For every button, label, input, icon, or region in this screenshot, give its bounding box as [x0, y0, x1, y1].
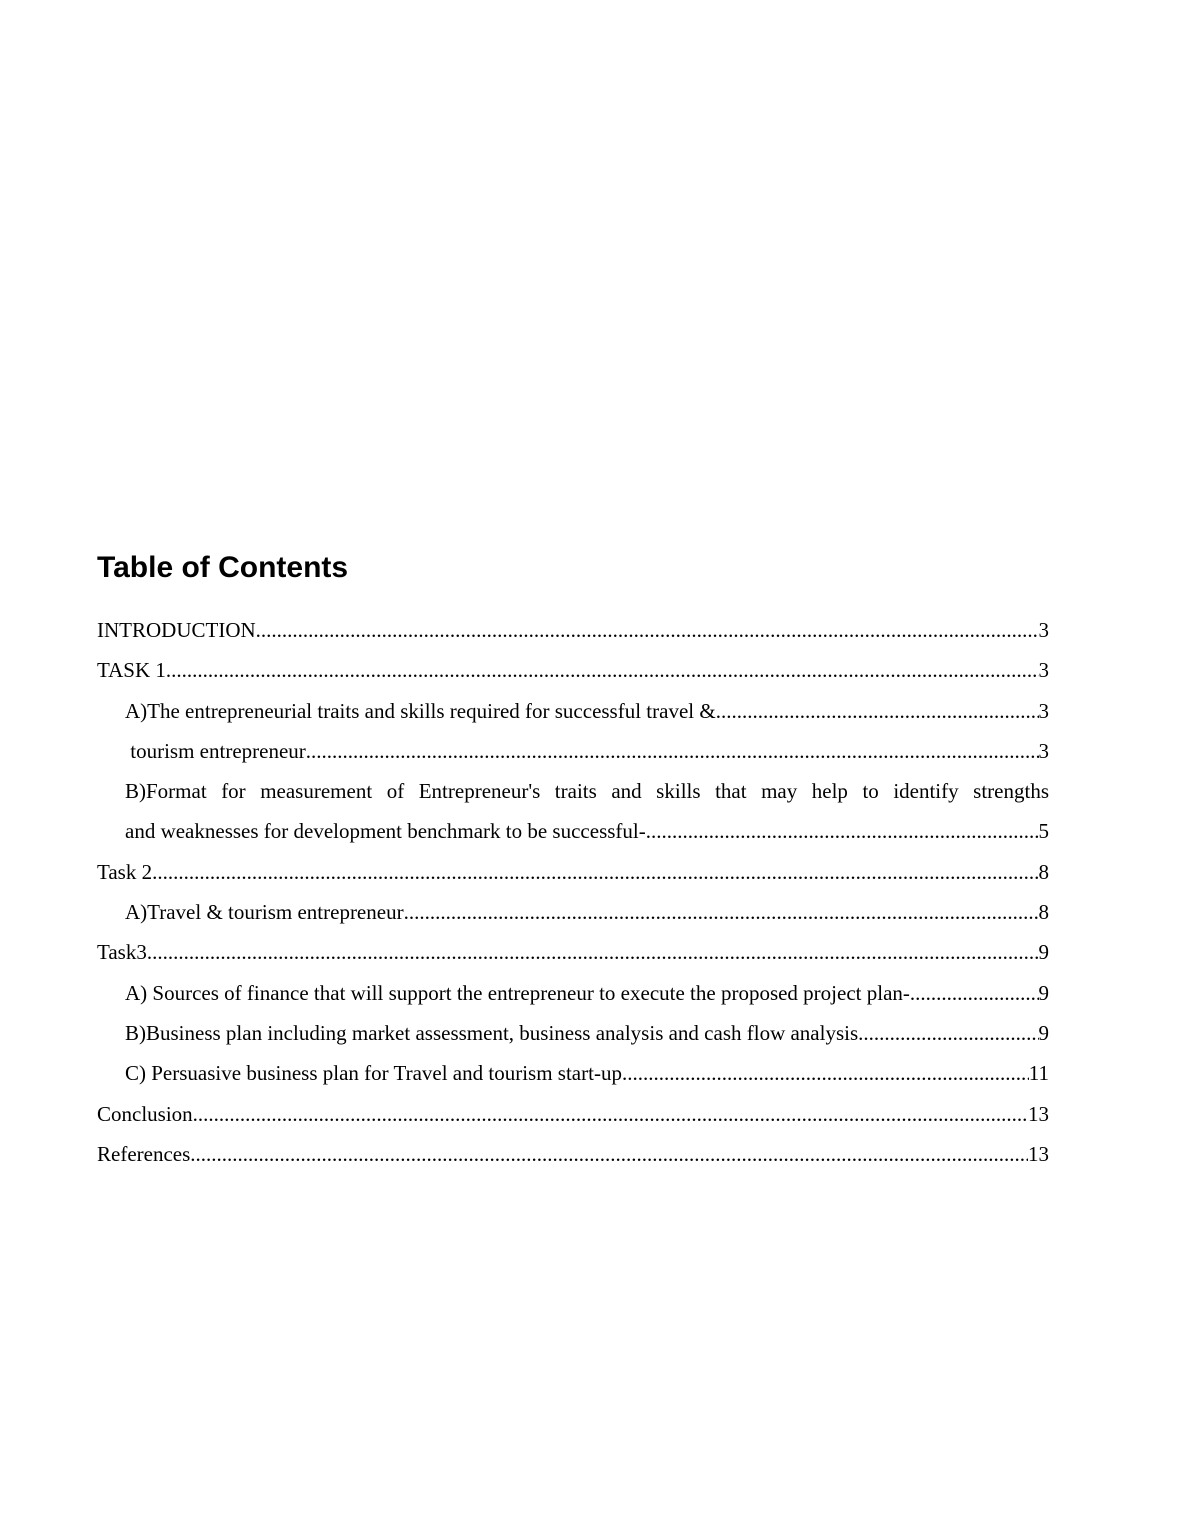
toc-dot-leader: [404, 892, 1039, 932]
toc-entry-task-3[interactable]: [97, 932, 1049, 972]
toc-entry-title: B)Business plan including market assessment, business analysis and cash flow analysis: [125, 1020, 859, 1045]
toc-entry-title: Task 2: [97, 859, 153, 884]
toc-entry-task-1[interactable]: [97, 650, 1049, 690]
toc-entry-task-3b[interactable]: [97, 1013, 1049, 1053]
toc-entry-task-1b-line-1[interactable]: [97, 771, 1049, 811]
toc-entry-title: A)The entrepreneurial traits and skills required for successful travel &: [125, 698, 716, 723]
toc-dot-leader: [190, 1134, 1028, 1174]
toc-entry-task-1b-line-2[interactable]: [97, 811, 1049, 851]
toc-entry-title: References: [97, 1141, 191, 1166]
toc-page-number: 13: [1028, 1101, 1049, 1126]
toc-entry-title: TASK 1: [97, 658, 166, 683]
toc-entry-task-3c[interactable]: [97, 1053, 1049, 1093]
toc-entry-title: and weaknesses for development benchmark to be successful-: [125, 819, 646, 844]
toc-dot-leader: [306, 731, 1039, 771]
toc-page-number: 3: [1038, 738, 1049, 763]
toc-page-number: 8: [1038, 859, 1049, 884]
toc-entry-title: tourism entrepreneur: [125, 738, 306, 763]
toc-entry-title: A) Sources of finance that will support the entrepreneur to execute the proposed project plan-: [125, 980, 910, 1005]
toc-entry-title: B)Format for measurement of Entrepreneur's traits and skills that may help to identify strengths: [125, 779, 1049, 804]
toc-dot-leader: [716, 691, 1039, 731]
toc-page-number: 3: [1038, 658, 1049, 683]
toc-dot-leader: [622, 1053, 1029, 1093]
toc-entry-references[interactable]: [97, 1134, 1049, 1174]
toc-entry-introduction[interactable]: [97, 610, 1049, 650]
toc-entry-title: C) Persuasive business plan for Travel and tourism start-up: [125, 1061, 622, 1086]
toc-entry-title: INTRODUCTION: [97, 618, 256, 642]
toc-page-number: 9: [1038, 1020, 1049, 1045]
toc-heading: Table of Contents: [97, 551, 349, 584]
toc-page-number: 3: [1038, 618, 1049, 642]
toc-page-number: 8: [1038, 900, 1049, 925]
toc-page-number: 5: [1038, 819, 1049, 844]
toc-dot-leader: [152, 852, 1038, 892]
toc-entry-title: Conclusion: [97, 1101, 193, 1126]
toc-dot-leader: [256, 610, 1039, 650]
toc-entry-task-2a[interactable]: [97, 892, 1049, 932]
toc-entry-task-1a[interactable]: [97, 691, 1049, 731]
toc-page-number: 3: [1038, 698, 1049, 723]
toc-entry-title: A)Travel & tourism entrepreneur: [125, 900, 404, 925]
table-of-contents: [97, 610, 1049, 1174]
toc-dot-leader: [646, 811, 1039, 851]
toc-page-number: 13: [1028, 1141, 1049, 1166]
toc-entry-tourism-entrepreneur[interactable]: [97, 731, 1049, 771]
toc-entry-task-2[interactable]: [97, 852, 1049, 892]
toc-dot-leader: [193, 1094, 1028, 1134]
toc-dot-leader: [858, 1013, 1038, 1053]
toc-entry-task-3a[interactable]: [97, 973, 1049, 1013]
toc-page-number: 11: [1028, 1061, 1049, 1086]
toc-page-number: 9: [1038, 940, 1049, 965]
toc-entry-conclusion[interactable]: [97, 1094, 1049, 1134]
toc-dot-leader: [910, 973, 1039, 1013]
toc-dot-leader: [147, 932, 1039, 972]
toc-dot-leader: [166, 650, 1039, 690]
toc-page-number: 9: [1038, 980, 1049, 1005]
toc-entry-title: Task3: [97, 940, 147, 965]
